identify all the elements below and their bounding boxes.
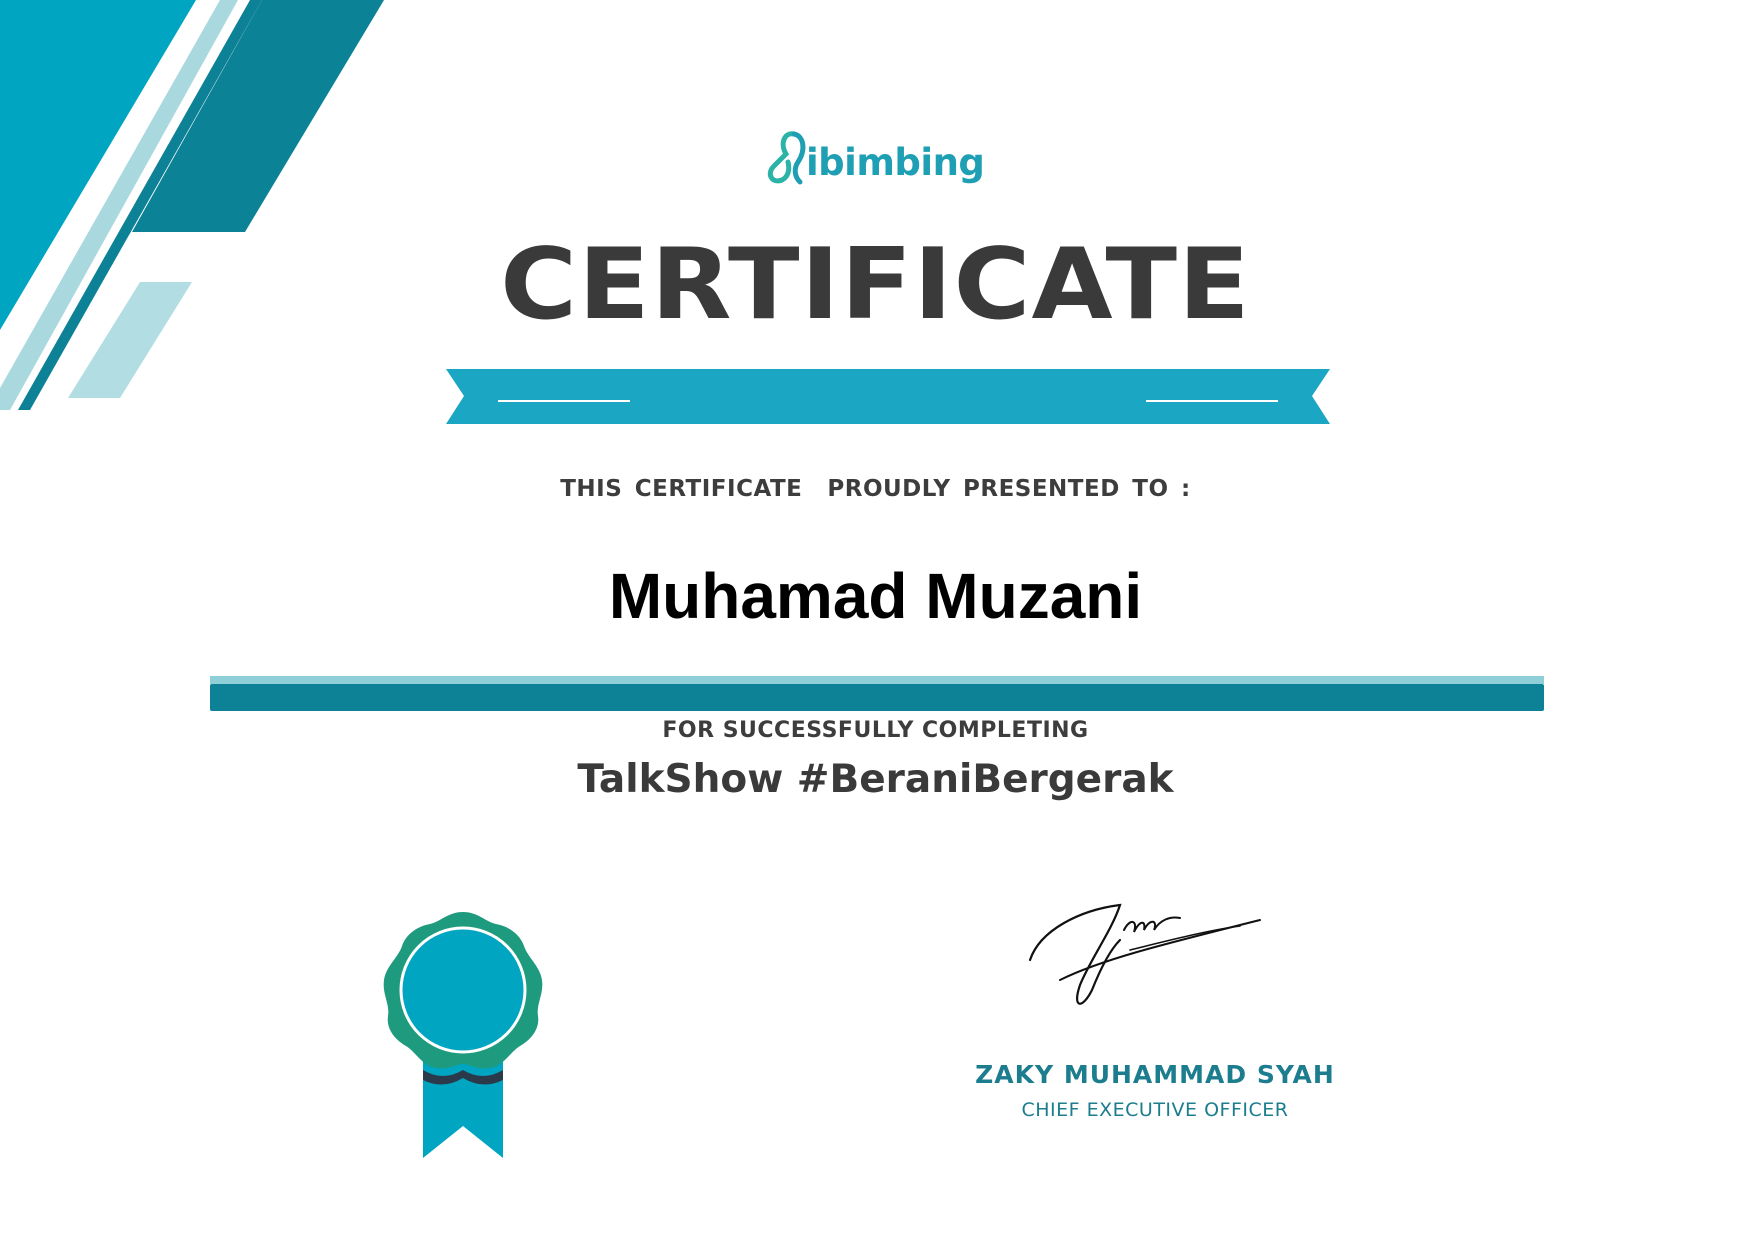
divider-bar-dark	[210, 684, 1544, 711]
badge-inner-ring	[401, 928, 525, 1052]
title-ribbon	[446, 369, 1330, 424]
award-rosette-icon	[378, 908, 548, 1158]
course-name: TalkShow #BeraniBergerak	[577, 757, 1174, 802]
completing-label: FOR SUCCESSFULLY COMPLETING	[662, 718, 1089, 743]
certificate-title: CERTIFICATE	[500, 228, 1251, 342]
corner-stripes-decoration	[0, 0, 400, 410]
signatory-name: ZAKY MUHAMMAD SYAH	[975, 1060, 1335, 1089]
signatory-title: CHIEF EXECUTIVE OFFICER	[1021, 1099, 1289, 1121]
presented-to-label: THIS CERTIFICATE PROUDLY PRESENTED TO :	[560, 476, 1191, 502]
recipient-name: Muhamad Muzani	[608, 560, 1143, 632]
ibimbing-logo-icon	[764, 122, 810, 192]
signature-icon	[1020, 890, 1270, 1025]
ibimbing-logo	[764, 122, 984, 192]
logo-text: ibimbing	[806, 140, 985, 184]
divider-bar-light	[210, 676, 1544, 684]
